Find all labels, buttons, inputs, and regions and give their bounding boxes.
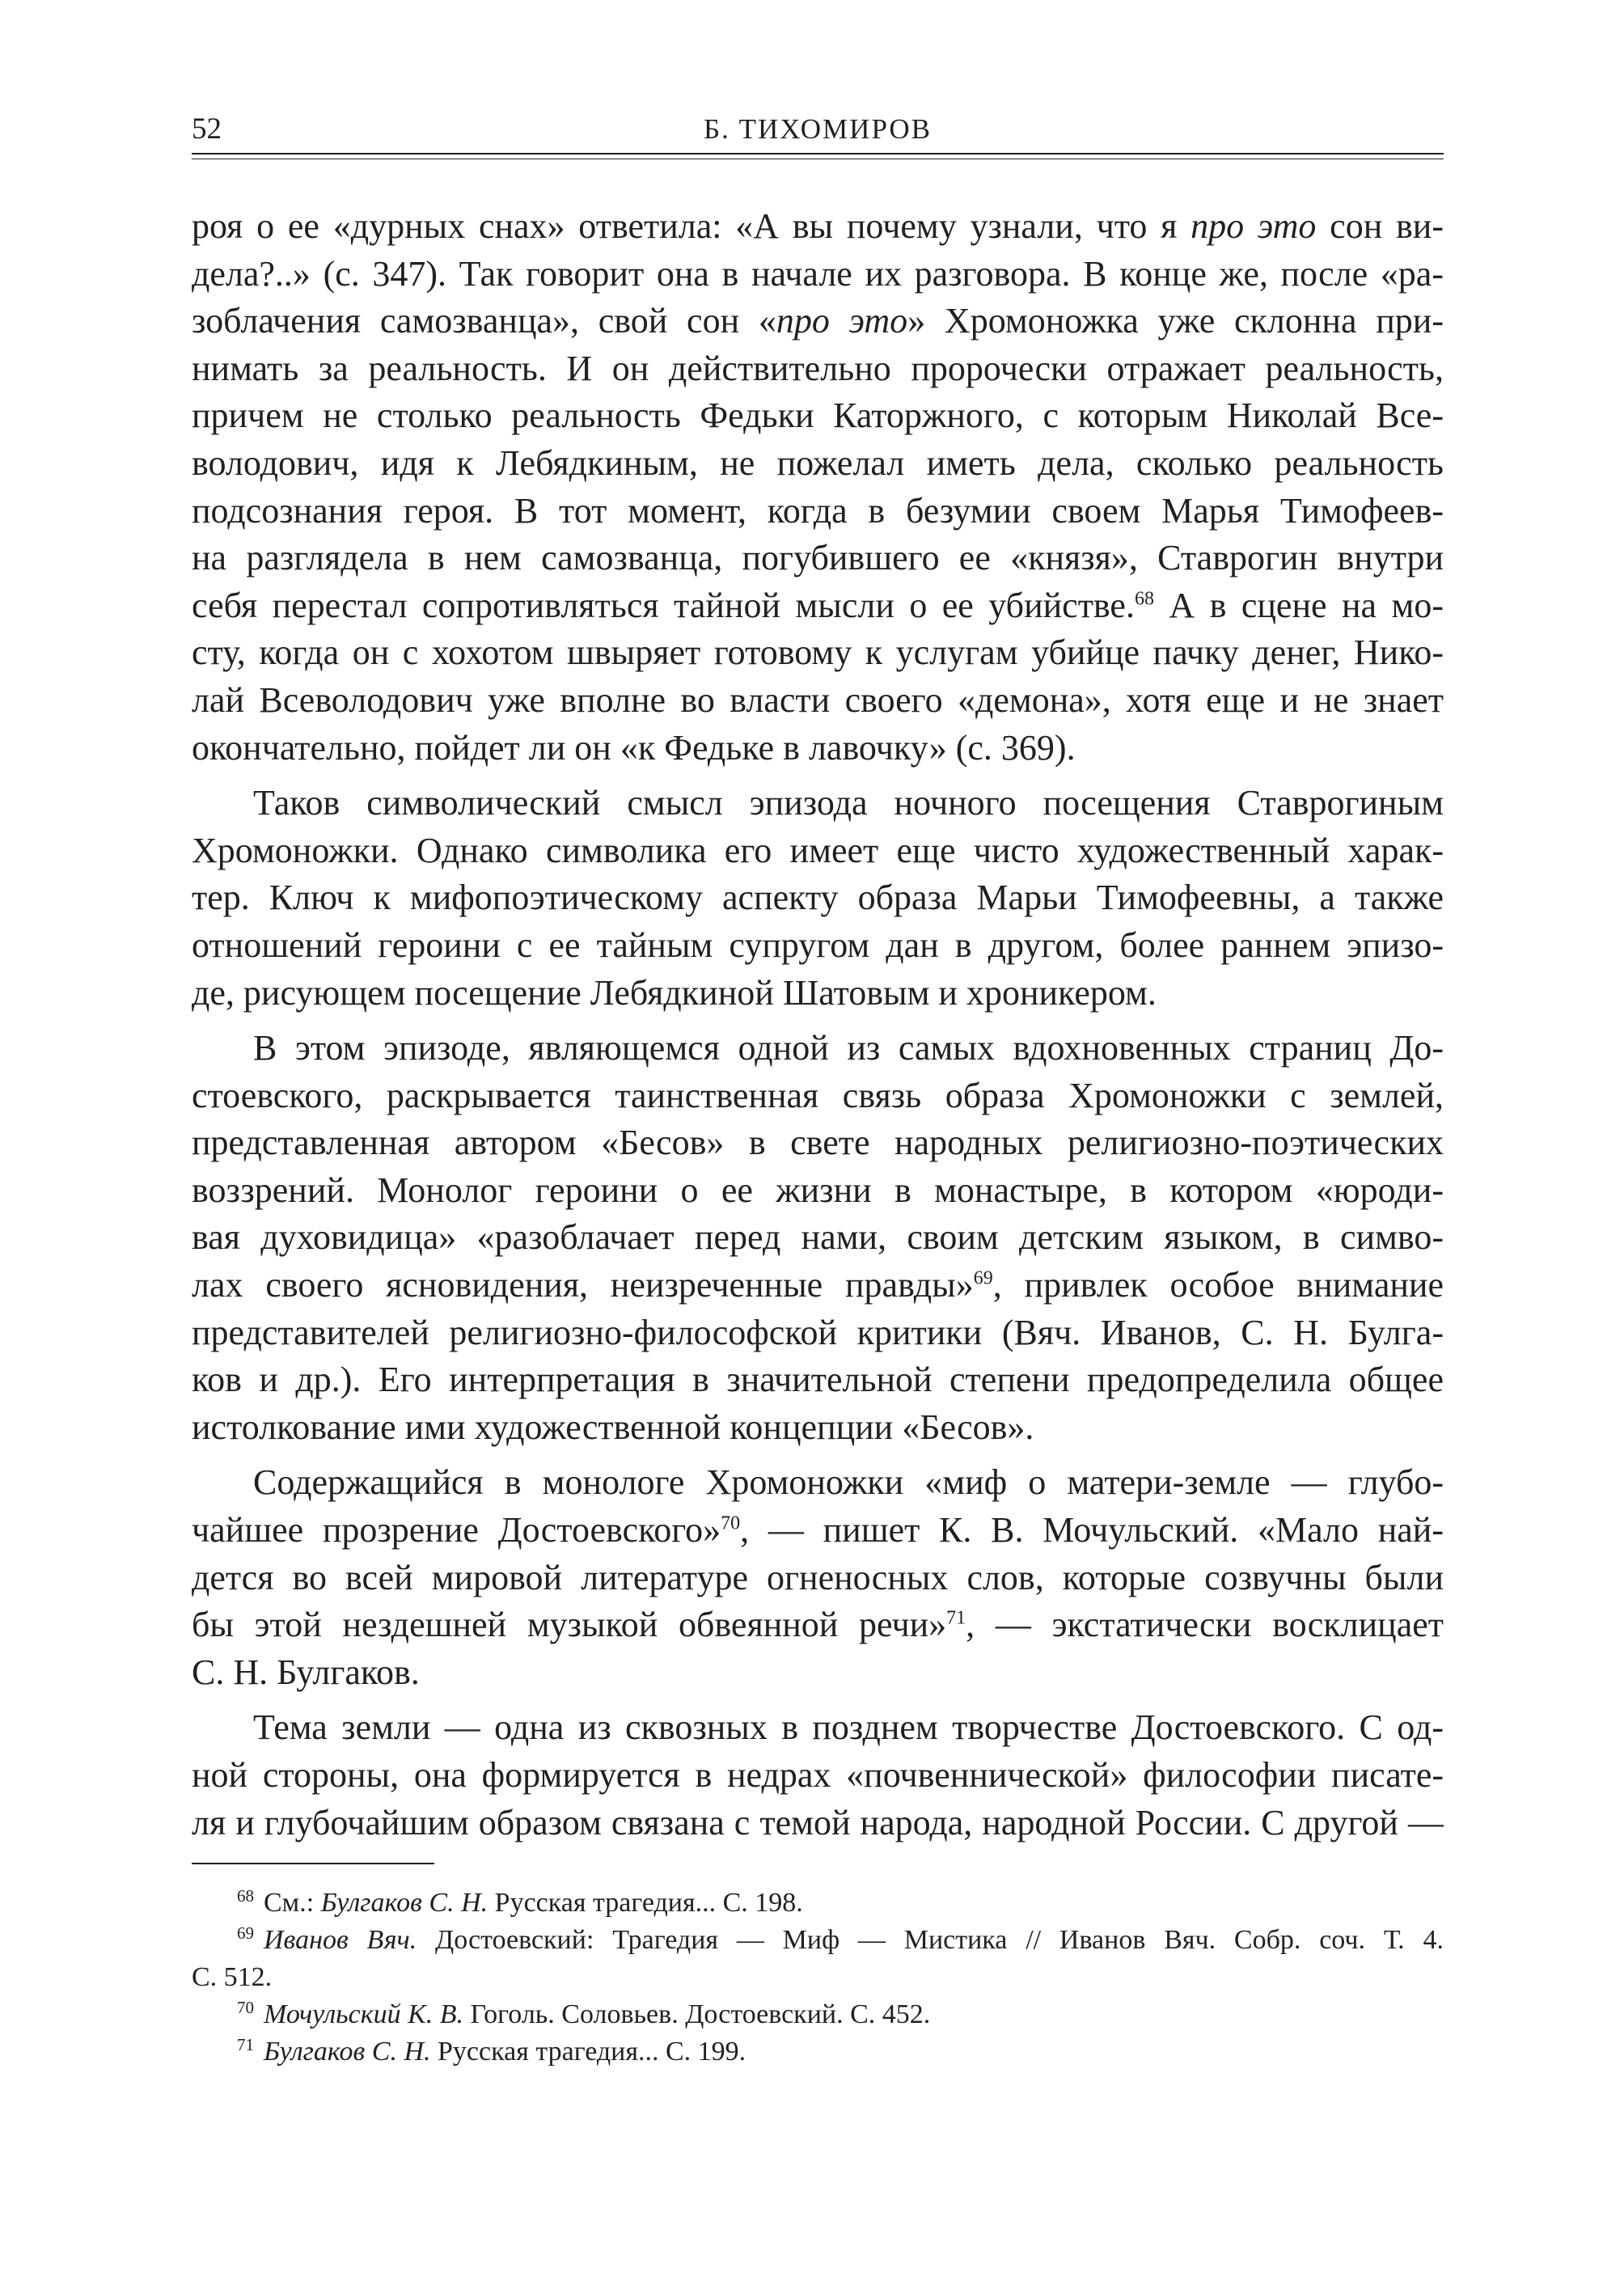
text-line: себя перестал сопротивляться тайной мысли о ее убийстве.$^{68}$ А в сцене на мо- (192, 585, 1444, 625)
text-line: володович, идя к Лебядкиным, не пожелал иметь дела, сколько реальность (192, 442, 1444, 483)
text-line: чайшее прозрение Достоевского»$^{70}$, — пишет К. В. Мочульский. «Мало най- (192, 1510, 1444, 1551)
text-line: окончательно, пойдет ли он «к Федьке в лавочку» (с. 369). (192, 727, 1076, 768)
text-line: де, рисующем посещение Лебядкиной Шатовым и хроникером. (192, 972, 1157, 1013)
footnote-ref-70[interactable]: 70 (721, 1512, 741, 1534)
footnote-71: $^{71}$ Булгаков С. Н. Русская трагедия... С. 199. (237, 2034, 746, 2067)
text-line: В этом эпизоде, являющемся одной из самых вдохновенных страниц До- (253, 1028, 1444, 1068)
footnote-68: $^{68}$ См.: Булгаков С. Н. Русская трагедия... С. 198. (237, 1885, 803, 1918)
footnote-70: $^{70}$ Мочульский К. В. Гоголь. Соловьев. Достоевский. С. 452. (237, 1997, 931, 2029)
text-line: лай Всеволодович уже вполне во власти своего «демона», хотя еще и не знает (192, 679, 1444, 720)
text-line: Тема земли — одна из сквозных в позднем творчестве Достоевского. С од- (253, 1707, 1444, 1748)
text-line: тер. Ключ к мифопоэтическому аспекту образа Марьи Тимофеевны, а также (192, 878, 1444, 918)
text-line: бы этой нездешней музыкой обвеянной речи»$^{71}$, — экстатически восклицает (192, 1605, 1444, 1645)
text-line: истолкование ими художественной концепции «Бесов». (192, 1407, 1034, 1447)
text-line: представленная автором «Бесов» в свете народных религиозно-поэтических (192, 1123, 1444, 1163)
footnote-69: $^{69}$ Иванов Вяч. Достоевский: Трагедия — Миф — Мистика // Иванов Вяч. Собр. соч. Т. 4. (237, 1923, 1444, 1955)
page-number: 52 (192, 112, 222, 146)
text-line: подсознания героя. В тот момент, когда в безумии своем Марья Тимофеев- (192, 490, 1444, 531)
text-line: отношений героини с ее тайным супругом дан в другом, более раннем эпизо- (192, 924, 1444, 965)
footnote-69-continuation: С. 512. (192, 1962, 273, 1992)
text-line: дела?..» (с. 347). Так говорит она в начале их разговора. В конце же, после «ра- (192, 253, 1444, 294)
text-line: представителей религиозно-философской критики (Вяч. Иванов, С. Н. Булга- (192, 1312, 1444, 1352)
text-line: вая духовидица» «разоблачает перед нами, своим детским языком, в симво- (192, 1217, 1444, 1258)
footnote-ref-71[interactable]: 71 (946, 1607, 966, 1629)
text-line: Хромоножки. Однако символика его имеет еще чисто художественный харак- (192, 830, 1444, 870)
footnote-separator (192, 1863, 434, 1864)
text-line: зоблачения самозванца», свой сон «про это» Хромоножка уже склонна при- (192, 301, 1444, 341)
text-line: С. Н. Булгаков. (192, 1652, 420, 1692)
body-text (192, 203, 1444, 1847)
text-line: на разглядела в нем самозванца, погубившего ее «князя», Ставрогин внутри (192, 538, 1444, 578)
running-title: Б. ТИХОМИРОВ (704, 113, 932, 145)
text-line: нимать за реальность. И он действительно пророчески отражает реальность, (192, 348, 1444, 388)
text-line: воззрений. Монолог героини о ее жизни в монастыре, в котором «юроди- (192, 1170, 1444, 1210)
text-line: ля и глубочайшим образом связана с темой народа, народной России. С другой — (192, 1802, 1444, 1842)
text-line: стоевского, раскрывается таинственная связь образа Хромоножки с землей, (192, 1075, 1444, 1115)
text-line: ной стороны, она формируется в недрах «почвеннической» философии писате- (192, 1755, 1444, 1795)
text-line: Содержащийся в монологе Хромоножки «миф о матери-земле — глубо- (253, 1462, 1444, 1503)
text-line: причем не столько реальность Федьки Каторжного, с которым Николай Все- (192, 396, 1444, 436)
running-header (192, 112, 1444, 150)
footnotes (192, 1885, 1444, 2071)
text-line: ков и др.). Его интерпретация в значительной степени предопределила общее (192, 1360, 1444, 1400)
text-line: роя о ее «дурных снах» ответила: «А вы почему узнали, что я про это сон ви- (192, 206, 1444, 246)
footnote-ref-68[interactable]: 68 (1134, 588, 1154, 610)
footnote-ref-69[interactable]: 69 (973, 1267, 993, 1289)
header-rule (192, 153, 1444, 154)
text-line: Таков символический смысл эпизода ночного посещения Ставрогиным (253, 783, 1444, 823)
text-line: дется во всей мировой литературе огненосных слов, которые созвучны были (192, 1557, 1444, 1597)
text-line: сту, когда он с хохотом швыряет готовому к услугам убийце пачку денег, Нико- (192, 632, 1444, 673)
text-line: лах своего ясновидения, неизреченные правды»$^{69}$, привлек особое внимание (192, 1265, 1444, 1305)
